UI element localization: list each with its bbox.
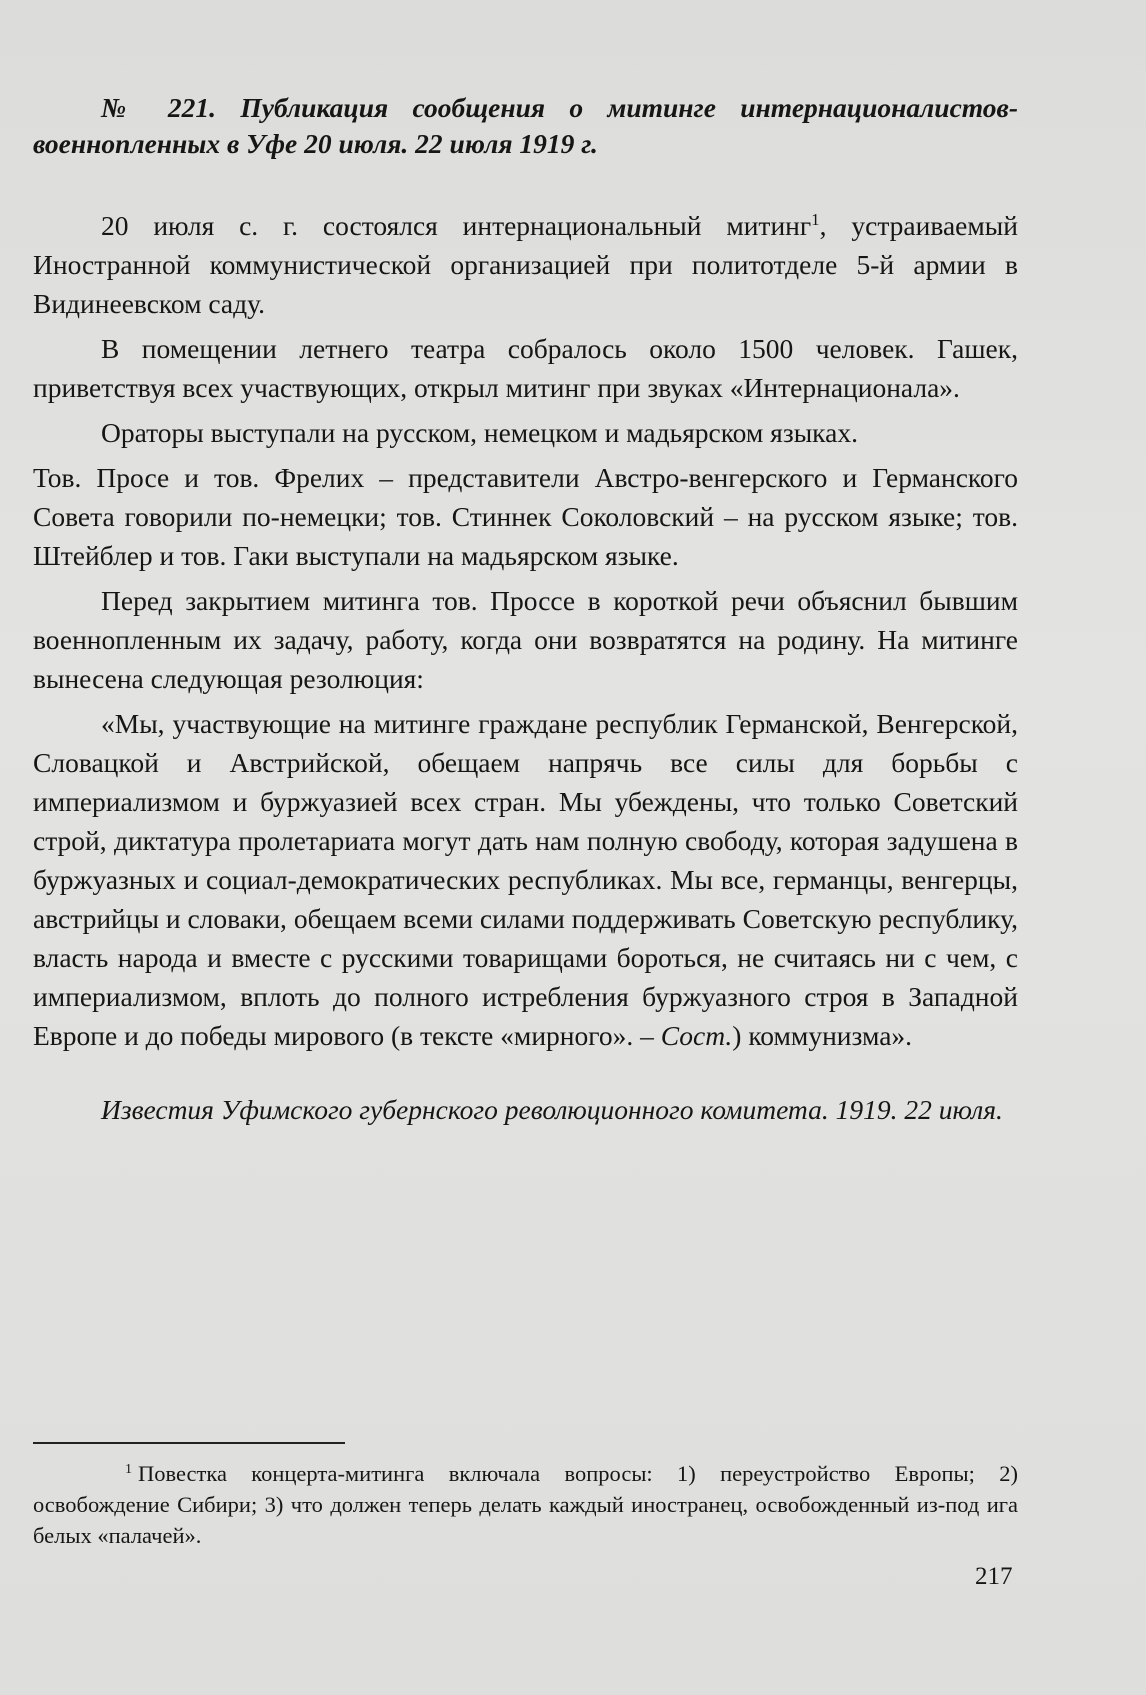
footnote-mark: 1 bbox=[125, 1461, 132, 1477]
footnote-reference: 1 bbox=[811, 209, 820, 229]
footnote bbox=[33, 1458, 1018, 1551]
footnote-divider bbox=[33, 1442, 345, 1444]
resolution-text-end: ) коммунизма». bbox=[732, 1020, 913, 1051]
paragraph-3: Ораторы выступали на русском, немецком и мадьярском языках. bbox=[101, 417, 858, 448]
source-citation: Известия Уфимского губернского революционного комитета. 1919. 22 июля. bbox=[101, 1094, 1003, 1125]
paragraph-2: В помещении летнего театра собралось около 1500 человек. Гашек, приветствуя всех участвующих, открыл митинг при звуках «Интернационала». bbox=[33, 333, 1018, 403]
footnote-text: Повестка концерта-митинга включала вопросы: 1) переустройство Европы; 2) освобождение Сибири; 3) что должен теперь делать каждый иностранец, освобожденный из-под ига белых «палачей». bbox=[33, 1461, 1018, 1548]
document-body bbox=[33, 206, 1018, 1055]
page-number: 217 bbox=[975, 1563, 1013, 1590]
resolution-quote bbox=[33, 704, 1018, 1055]
paragraph-1-text-end: , устраиваемый Иностранной коммунистической организацией при политотделе 5-й армии в Видинеевском саду. bbox=[33, 210, 1018, 319]
paragraph-5: Перед закрытием митинга тов. Проссе в короткой речи объяснил бывшим военнопленным их задачу, работу, когда они возвратятся на родину. На митинге вынесена следующая резолюция: bbox=[33, 585, 1018, 694]
editor-note: Сост. bbox=[660, 1020, 733, 1051]
paragraph-4: Тов. Просе и тов. Фрелих – представители Австро-венгерского и Германского Совета говорили по-немецки; тов. Стиннек Соколовский – на русском языке; тов. Штейблер и тов. Гаки выступали на мадьярском языке. bbox=[33, 462, 1018, 571]
main-text-column bbox=[33, 90, 1018, 1129]
paragraph-1-text-start: 20 июля с. г. состоялся интернациональный митинг bbox=[101, 210, 812, 241]
resolution-text: «Мы, участвующие на митинге граждане республик Германской, Венгерской, Словацкой и Австрийской, обещаем напрячь все силы для борьбы с империализмом и буржуазией всех стран. Мы убеждены, что только Советский строй, диктатура пролетариата могут дать нам полную свободу, которая задушена в буржуазных и социал-демократических республиках. Мы все, германцы, венгерцы, австрийцы и словаки, обещаем всеми силами поддерживать Советскую республику, власть народа и вместе с русскими товарищами бороться, не считаясь ни с чем, с империализмом, вплоть до полного истребления буржуазного строя в Западной Европе и до победы мирового (в тексте «мирного». – bbox=[33, 708, 1018, 1051]
document-heading: № 221. Публикация сообщения о митинге интернационалистов-военнопленных в Уфе 20 июля. 22 июля 1919 г. bbox=[33, 92, 1018, 159]
paragraph-1 bbox=[33, 206, 1018, 323]
